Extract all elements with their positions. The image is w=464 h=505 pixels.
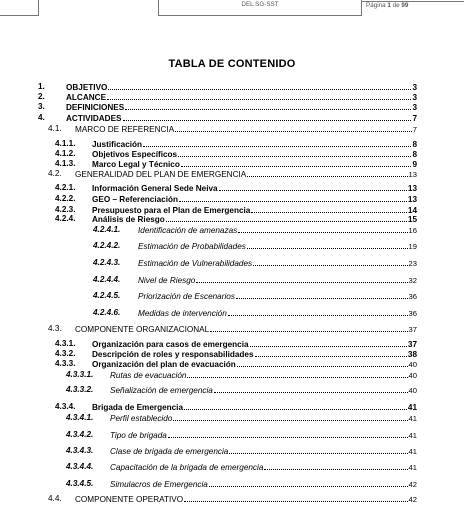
toc-entry-number: 4.3. [48,324,62,333]
toc-entry-number: 4.3.3. [55,359,76,368]
toc-entry-page: 42 [408,480,417,489]
toc-entry-text: Información General Sede Neiva [92,184,218,193]
toc-entry-number: 4.3.4.4. [66,462,94,471]
toc-entry[interactable] [0,339,464,349]
toc-entry-leader [92,359,417,370]
toc-entry-page: 41 [407,403,417,412]
toc-entry-page: 41 [408,463,417,472]
header-page-prefix: Página [366,2,388,9]
toc-entry[interactable] [0,308,464,318]
toc-entry[interactable] [0,124,464,134]
toc-entry[interactable] [0,462,464,472]
toc-entry-text: Capacitación de la brigada de emergencia [110,463,264,472]
toc-entry[interactable] [0,159,464,169]
toc-entry-number: 4. [38,113,45,122]
toc-entry-text: Descripción de roles y responsabilidades [92,350,254,359]
toc-entry-text: GEO – Referenciación [92,195,179,204]
toc-dot-leader [219,183,407,191]
toc-entry-number: 4.3.4.3. [66,446,94,455]
toc-entry[interactable] [0,430,464,440]
toc-entry-leader [66,113,417,124]
toc-entry-number: 4.3.1. [55,339,76,348]
toc-entry[interactable] [0,402,464,412]
toc-entry-page: 8 [412,150,417,159]
toc-entry-text: Priorización de Escenarios [138,292,235,301]
toc-dot-leader [247,169,407,177]
toc-entry-number: 4.4. [48,494,62,503]
toc-entry-leader [75,169,417,180]
toc-dot-leader [209,479,408,487]
toc-entry[interactable] [0,241,464,251]
toc-entry-page: 40 [408,386,417,395]
toc-entry[interactable] [0,494,464,504]
toc-dot-leader [181,159,412,167]
toc-dot-leader [253,258,407,266]
toc-entry-page: 36 [408,309,417,318]
toc-entry-leader [138,308,417,319]
toc-entry-text: Presupuesto para el Plan de Emergencia [92,206,251,215]
toc-entry-leader [110,370,417,381]
toc-dot-leader [123,113,412,121]
toc-entry[interactable] [0,225,464,235]
toc-entry-number: 4.2.4.5. [93,291,121,300]
toc-entry[interactable] [0,324,464,334]
toc-dot-leader [173,413,407,421]
toc-entry[interactable] [0,149,464,159]
toc-entry-leader [110,413,417,424]
toc-entry-text: COMPONENTE OPERATIVO [75,495,184,504]
toc-entry-page: 41 [408,447,417,456]
toc-entry-text: Justificación [92,140,143,149]
toc-dot-leader [250,339,407,347]
toc-entry[interactable] [0,349,464,359]
toc-entry-text: Simulacros de Emergencia [110,480,208,489]
toc-entry-text: Medidas de intervención [138,309,227,318]
toc-entry[interactable] [0,258,464,268]
toc-entry-page: 3 [412,93,417,102]
toc-entry-page: 14 [407,206,417,215]
toc-entry-page: 40 [408,371,417,380]
toc-entry-page: 3 [412,103,417,112]
toc-entry-page: 13 [407,195,417,204]
toc-entry[interactable] [0,291,464,301]
toc-dot-leader [236,291,408,299]
toc-entry-number: 4.2.4.2. [93,241,121,250]
header-page-total: 99 [401,2,409,9]
toc-dot-leader [264,462,407,470]
toc-entry-text: Marco Legal y Técnico [92,160,180,169]
toc-entry-text: Clase de brigada de emergencia [110,447,229,456]
toc-entry-text: GENERALIDAD DEL PLAN DE EMERGENCIA [75,170,247,179]
toc-entry-leader [138,291,417,302]
toc-entry[interactable] [0,275,464,285]
toc-entry-page: 16 [408,226,417,235]
toc-entry-text: Estimación de Vulnerabilidades [138,259,253,268]
toc-entry-page: 13 [407,184,417,193]
toc-entry-page: 32 [408,276,417,285]
toc-entry-leader [138,225,417,236]
toc-entry-page: 38 [407,350,417,359]
toc-entry-number: 4.2.4.3. [93,258,121,267]
toc-entry-number: 4.3.4.2. [66,430,94,439]
toc-entry-leader [138,241,417,252]
toc-entry-leader [110,479,417,490]
toc-entry-number: 4.1.2. [55,149,76,158]
toc-entry[interactable] [0,92,464,102]
toc-dot-leader [229,446,407,454]
toc-entry-leader [110,446,417,457]
toc-entry[interactable] [0,194,464,204]
toc-entry-number: 4.3.4. [55,402,76,411]
toc-dot-leader [166,214,407,222]
toc-entry-page: 23 [408,259,417,268]
toc-entry-text: Identificación de amenazas [138,226,238,235]
toc-entry-text: Objetivos Específicos [92,150,178,159]
toc-entry-page: 7 [412,114,417,123]
toc-entry-page: 41 [408,414,417,423]
toc-entry-text: Estimación de Probabilidades [138,242,246,251]
toc-entry-page: 40 [408,360,417,369]
toc-entry-leader [75,124,417,135]
toc-dot-leader [187,370,407,378]
toc-entry-leader [138,275,417,286]
toc-entry-text: Organización para casos de emergencia [92,340,249,349]
toc-dot-leader [247,241,408,249]
toc-entry-text: Perfil establecido [110,414,173,423]
header-page-current: 1 [387,2,391,9]
toc-dot-leader [143,139,411,147]
toc-entry[interactable] [0,82,464,92]
toc-entry-leader [110,430,417,441]
toc-entry-leader [75,324,417,335]
toc-entry-number: 4.1. [48,124,62,133]
toc-entry-text: Señalización de emergencia [110,386,213,395]
toc-entry-leader [92,183,417,194]
toc-title: TABLA DE CONTENIDO [168,58,296,70]
toc-entry[interactable] [0,214,464,224]
toc-entry-page: 42 [408,495,417,504]
toc-dot-leader [237,359,408,367]
toc-entry-leader [92,402,417,413]
toc-entry[interactable] [0,479,464,489]
toc-entry-page: 41 [408,431,417,440]
toc-dot-leader [184,494,407,502]
toc-entry-number: 2. [38,92,45,101]
toc-entry-page: 19 [408,242,417,251]
toc-entry-number: 4.3.3.2. [66,385,94,394]
toc-entry-number: 4.2.4.6. [93,308,121,317]
toc-entry-text: Tipo de brigada [110,431,167,440]
toc-entry-leader [92,214,417,225]
toc-entry-text: Organización del plan de evacuación [92,360,236,369]
toc-dot-leader [214,385,408,393]
toc-entry-number: 4.2.3. [55,205,76,214]
toc-entry-page: 13 [408,170,417,179]
toc-entry-text: MARCO DE REFERENCIA [75,125,175,134]
toc-entry-number: 4.3.4.5. [66,479,94,488]
toc-dot-leader [125,102,411,110]
toc-entry[interactable] [0,113,464,123]
toc-entry-number: 4.1.1. [55,139,76,148]
toc-entry-leader [66,102,417,113]
toc-entry-text: Análisis de Riesgo [92,215,165,224]
toc-entry[interactable] [0,359,464,369]
toc-entry-page: 9 [412,160,417,169]
header-title-line2: DEL SG-SST [241,1,279,8]
toc-entry-leader [110,385,417,396]
toc-entry[interactable] [0,183,464,193]
toc-dot-leader [184,402,407,410]
toc-dot-leader [251,205,407,213]
toc-entry-number: 4.2.2. [55,194,76,203]
toc-dot-leader [210,324,407,332]
toc-entry-text: COMPONENTE ORGANIZACIONAL [75,325,210,334]
toc-entry-text: OBJETIVO [66,83,108,92]
toc-entry[interactable] [0,413,464,423]
toc-dot-leader [168,430,408,438]
toc-entry-number: 4.2.4. [55,214,76,223]
toc-entry[interactable] [0,385,464,395]
toc-dot-leader [196,275,407,283]
toc-dot-leader [178,149,411,157]
toc-dot-leader [107,92,411,100]
toc-entry-text: Nivel de Riesgo [138,276,196,285]
toc-dot-leader [175,124,412,132]
toc-dot-leader [179,194,407,202]
toc-entry[interactable] [0,139,464,149]
toc-entry-number: 4.3.3.1. [66,370,94,379]
toc-entry-number: 1. [38,82,45,91]
toc-entry-number: 3. [38,102,45,111]
toc-dot-leader [238,225,407,233]
toc-entry-number: 4.2.4.4. [93,275,121,284]
toc-entry[interactable] [0,370,464,380]
toc-entry-number: 4.3.4.1. [66,413,94,422]
toc-entry-page: 37 [407,340,417,349]
toc-entry-page: 3 [412,83,417,92]
toc-entry-text: ACTIVIDADES [66,114,122,123]
toc-entry-number: 4.3.2. [55,349,76,358]
toc-entry-number: 4.2. [48,169,62,178]
toc-entry-page: 15 [407,215,417,224]
toc-entry-leader [110,462,417,473]
toc-entry[interactable] [0,446,464,456]
toc-entry-page: 37 [408,325,417,334]
header-page-of: de [390,2,402,9]
toc-entry-number: 4.2.1. [55,183,76,192]
toc-entry-number: 4.2.4.1. [93,225,121,234]
toc-entry-text: ALCANCE [66,93,107,102]
toc-entry-leader [138,258,417,269]
toc-entry[interactable] [0,102,464,112]
toc-entry[interactable] [0,169,464,179]
toc-entry-page: 36 [408,292,417,301]
toc-dot-leader [108,82,411,90]
toc-dot-leader [255,349,407,357]
toc-entry-text: DEFINICIONES [66,103,125,112]
toc-dot-leader [228,308,408,316]
toc-entry-page: 7 [412,125,417,134]
toc-entry-page: 8 [412,140,417,149]
toc-entry-text: Brigada de Emergencia [92,403,184,412]
toc-entry-leader [92,194,417,205]
toc-entry-number: 4.1.3. [55,159,76,168]
toc-entry-text: Rutas de evacuación [110,371,187,380]
